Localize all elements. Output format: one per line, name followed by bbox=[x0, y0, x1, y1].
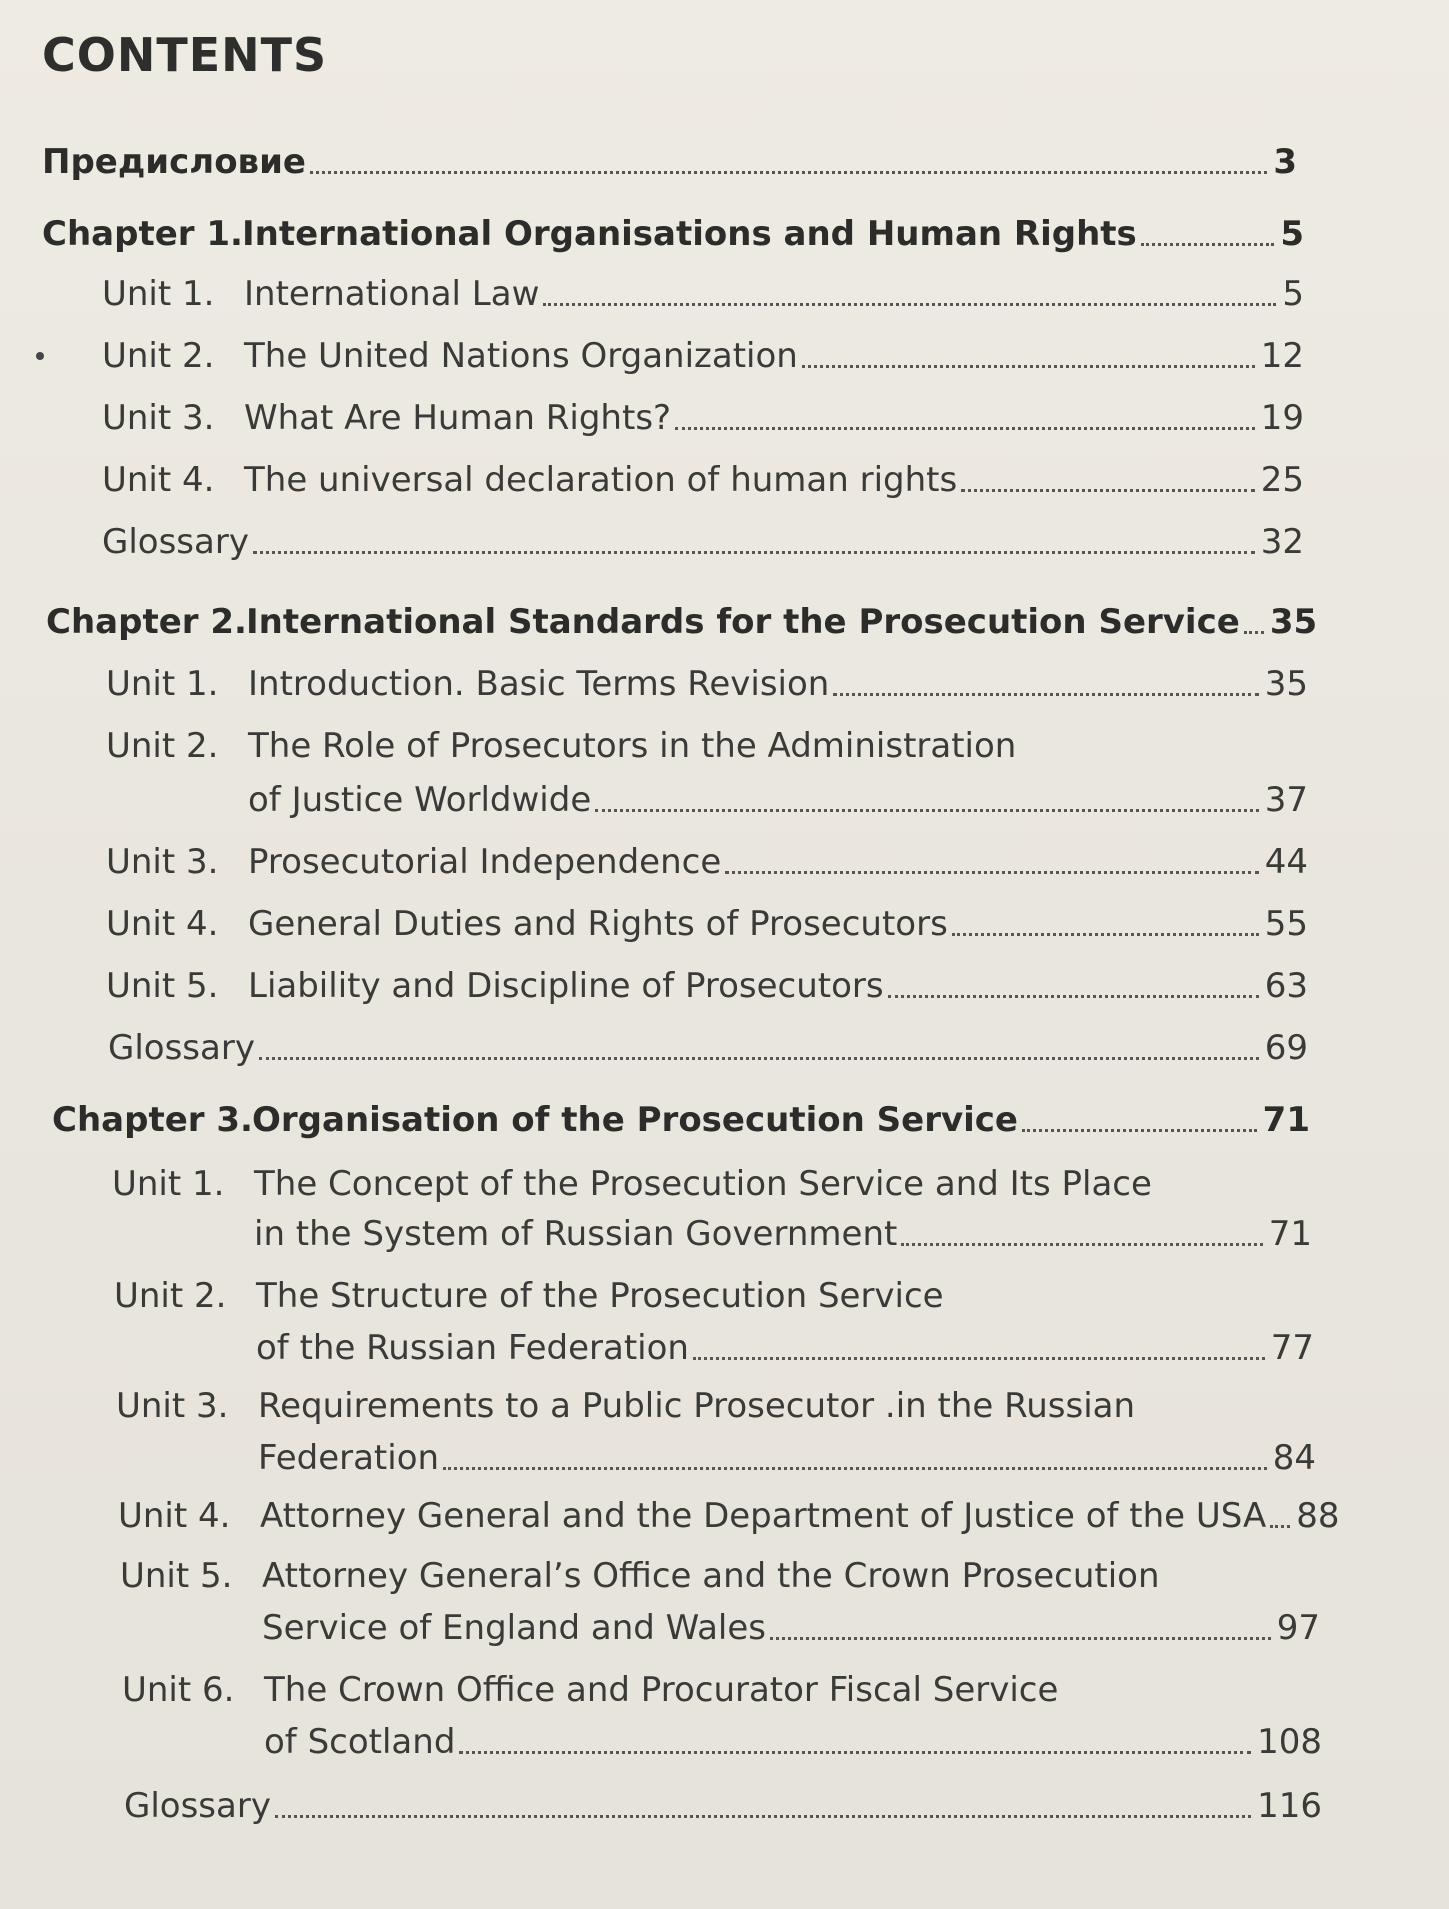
chapter-number: Chapter 1. bbox=[42, 214, 243, 254]
toc-entry-ch2-unit-1[interactable] bbox=[106, 662, 1308, 706]
dot-leader bbox=[952, 933, 1259, 936]
unit-title-line2: Federation bbox=[258, 1438, 440, 1478]
toc-entry-ch1-glossary[interactable] bbox=[102, 520, 1304, 564]
unit-title: Attorney General and the Department of Justice of the USA bbox=[260, 1496, 1267, 1536]
toc-entry-chapter-1[interactable] bbox=[42, 212, 1304, 256]
toc-entry-ch2-unit-5[interactable] bbox=[106, 964, 1308, 1008]
toc-entry-ch1-unit-3[interactable] bbox=[102, 396, 1304, 440]
unit-title: General Duties and Rights of Prosecutors bbox=[248, 904, 948, 944]
dot-leader bbox=[259, 1057, 1259, 1060]
page-number: 25 bbox=[1260, 460, 1304, 500]
toc-entry-ch3-unit-3-line2[interactable] bbox=[258, 1436, 1316, 1480]
dot-leader bbox=[901, 1243, 1262, 1246]
dot-leader bbox=[770, 1637, 1271, 1640]
dot-leader bbox=[802, 365, 1255, 368]
toc-entry-ch3-unit-2-line2[interactable] bbox=[256, 1326, 1314, 1370]
dot-leader bbox=[888, 995, 1259, 998]
page-number: 35 bbox=[1269, 602, 1318, 642]
page-number: 55 bbox=[1264, 904, 1308, 944]
toc-entry-ch1-unit-1[interactable] bbox=[102, 272, 1304, 316]
dot-leader bbox=[961, 489, 1255, 492]
toc-entry-ch3-unit-1-line2[interactable] bbox=[254, 1212, 1312, 1256]
toc-entry-ch3-glossary[interactable] bbox=[124, 1784, 1322, 1828]
page-number: 37 bbox=[1264, 780, 1308, 820]
toc-entry-ch1-unit-2[interactable] bbox=[102, 334, 1304, 378]
dot-leader bbox=[693, 1357, 1265, 1360]
unit-number: Unit 5. bbox=[120, 1556, 233, 1596]
page-number: 35 bbox=[1264, 664, 1308, 704]
chapter-title: International Standards for the Prosecution Service bbox=[246, 602, 1240, 642]
unit-number: Unit 6. bbox=[122, 1670, 235, 1710]
unit-title-line1: The Structure of the Prosecution Service bbox=[256, 1276, 944, 1316]
unit-title: Liability and Discipline of Prosecutors bbox=[248, 966, 884, 1006]
toc-entry-ch3-unit-6-line2[interactable] bbox=[264, 1720, 1322, 1764]
toc-entry-label: Предисловие bbox=[42, 142, 306, 182]
toc-entry-ch3-unit-2-line1[interactable] bbox=[114, 1274, 944, 1318]
page-number: 3 bbox=[1273, 142, 1297, 182]
unit-title: The United Nations Organization bbox=[244, 336, 798, 376]
unit-title-line1: The Concept of the Prosecution Service and Its Place bbox=[254, 1164, 1152, 1204]
toc-entry-label: Glossary bbox=[108, 1028, 255, 1068]
toc-entry-ch2-unit-2-line2[interactable] bbox=[248, 778, 1308, 822]
dot-leader bbox=[1022, 1129, 1257, 1132]
dot-leader bbox=[725, 871, 1258, 874]
dot-leader bbox=[253, 551, 1255, 554]
chapter-title: International Organisations and Human Rights bbox=[242, 214, 1137, 254]
unit-number: Unit 2. bbox=[114, 1276, 227, 1316]
page-number: 32 bbox=[1260, 522, 1304, 562]
page-number: 108 bbox=[1257, 1722, 1322, 1762]
dot-leader bbox=[1244, 631, 1264, 634]
unit-number: Unit 5. bbox=[106, 966, 219, 1006]
toc-entry-ch2-glossary[interactable] bbox=[108, 1026, 1308, 1070]
dot-leader bbox=[833, 693, 1258, 696]
dot-leader bbox=[275, 1815, 1251, 1818]
toc-entry-preface[interactable] bbox=[42, 140, 1297, 184]
toc-entry-ch3-unit-4[interactable] bbox=[118, 1494, 1340, 1538]
toc-entry-label: Glossary bbox=[102, 522, 249, 562]
unit-title-line2: of the Russian Federation bbox=[256, 1328, 689, 1368]
dot-leader bbox=[310, 171, 1267, 174]
chapter-title: Organisation of the Prosecution Service bbox=[252, 1100, 1018, 1140]
dot-leader bbox=[1270, 1525, 1290, 1528]
page-number: 69 bbox=[1264, 1028, 1308, 1068]
toc-entry-ch2-unit-3[interactable] bbox=[106, 840, 1308, 884]
unit-number: Unit 2. bbox=[102, 336, 215, 376]
toc-entry-ch2-unit-2-line1[interactable] bbox=[106, 724, 1016, 768]
unit-number: Unit 4. bbox=[118, 1496, 231, 1536]
dot-leader bbox=[443, 1467, 1267, 1470]
dot-leader bbox=[595, 809, 1258, 812]
dot-leader bbox=[543, 303, 1276, 306]
toc-entry-ch1-unit-4[interactable] bbox=[102, 458, 1304, 502]
page-number: 71 bbox=[1268, 1214, 1312, 1254]
unit-title-line1: Attorney General’s Office and the Crown Prosecution bbox=[262, 1556, 1160, 1596]
toc-entry-ch2-unit-4[interactable] bbox=[106, 902, 1308, 946]
unit-title: International Law bbox=[244, 274, 540, 314]
unit-title-line1: The Role of Prosecutors in the Administration bbox=[248, 726, 1017, 766]
toc-entry-chapter-3[interactable] bbox=[52, 1098, 1310, 1142]
unit-title-line1: Requirements to a Public Prosecutor .in the Russian bbox=[258, 1386, 1136, 1426]
page-number: 44 bbox=[1264, 842, 1308, 882]
page-number: 116 bbox=[1257, 1786, 1322, 1826]
toc-entry-ch3-unit-5-line1[interactable] bbox=[120, 1554, 1160, 1598]
unit-number: Unit 3. bbox=[116, 1386, 229, 1426]
unit-title-line2: Service of England and Wales bbox=[262, 1608, 767, 1648]
toc-entry-ch3-unit-5-line2[interactable] bbox=[262, 1606, 1320, 1650]
page-number: 84 bbox=[1272, 1438, 1316, 1478]
page-number: 19 bbox=[1260, 398, 1304, 438]
unit-number: Unit 1. bbox=[102, 274, 215, 314]
unit-title: The universal declaration of human rights bbox=[244, 460, 958, 500]
dot-leader bbox=[1141, 243, 1275, 246]
unit-title-line2: of Justice Worldwide bbox=[248, 780, 592, 820]
stray-mark bbox=[36, 352, 44, 360]
chapter-number: Chapter 3. bbox=[52, 1100, 253, 1140]
page-number: 5 bbox=[1280, 214, 1304, 254]
unit-number: Unit 3. bbox=[106, 842, 219, 882]
page-number: 97 bbox=[1276, 1608, 1320, 1648]
contents-heading: CONTENTS bbox=[42, 28, 328, 82]
toc-entry-chapter-2[interactable] bbox=[46, 600, 1318, 644]
dot-leader bbox=[459, 1751, 1251, 1754]
unit-title-line2: in the System of Russian Government bbox=[254, 1214, 898, 1254]
toc-entry-ch3-unit-6-line1[interactable] bbox=[122, 1668, 1058, 1712]
page-number: 77 bbox=[1270, 1328, 1314, 1368]
unit-number: Unit 1. bbox=[106, 664, 219, 704]
unit-title-line1: The Crown Office and Procurator Fiscal Service bbox=[264, 1670, 1059, 1710]
unit-number: Unit 4. bbox=[102, 460, 215, 500]
page-number: 88 bbox=[1296, 1496, 1340, 1536]
page-number: 12 bbox=[1260, 336, 1304, 376]
unit-title: What Are Human Rights? bbox=[244, 398, 672, 438]
toc-entry-ch3-unit-3-line1[interactable] bbox=[116, 1384, 1135, 1428]
unit-title-line2: of Scotland bbox=[264, 1722, 456, 1762]
unit-number: Unit 3. bbox=[102, 398, 215, 438]
page-number: 71 bbox=[1262, 1100, 1310, 1140]
toc-entry-label: Glossary bbox=[124, 1786, 271, 1826]
toc-entry-ch3-unit-1-line1[interactable] bbox=[112, 1162, 1152, 1206]
dot-leader bbox=[675, 427, 1255, 430]
page-number: 5 bbox=[1282, 274, 1304, 314]
unit-number: Unit 4. bbox=[106, 904, 219, 944]
unit-title: Introduction. Basic Terms Revision bbox=[248, 664, 830, 704]
unit-number: Unit 2. bbox=[106, 726, 219, 766]
unit-number: Unit 1. bbox=[112, 1164, 225, 1204]
unit-title: Prosecutorial Independence bbox=[248, 842, 722, 882]
chapter-number: Chapter 2. bbox=[46, 602, 247, 642]
page-number: 63 bbox=[1264, 966, 1308, 1006]
